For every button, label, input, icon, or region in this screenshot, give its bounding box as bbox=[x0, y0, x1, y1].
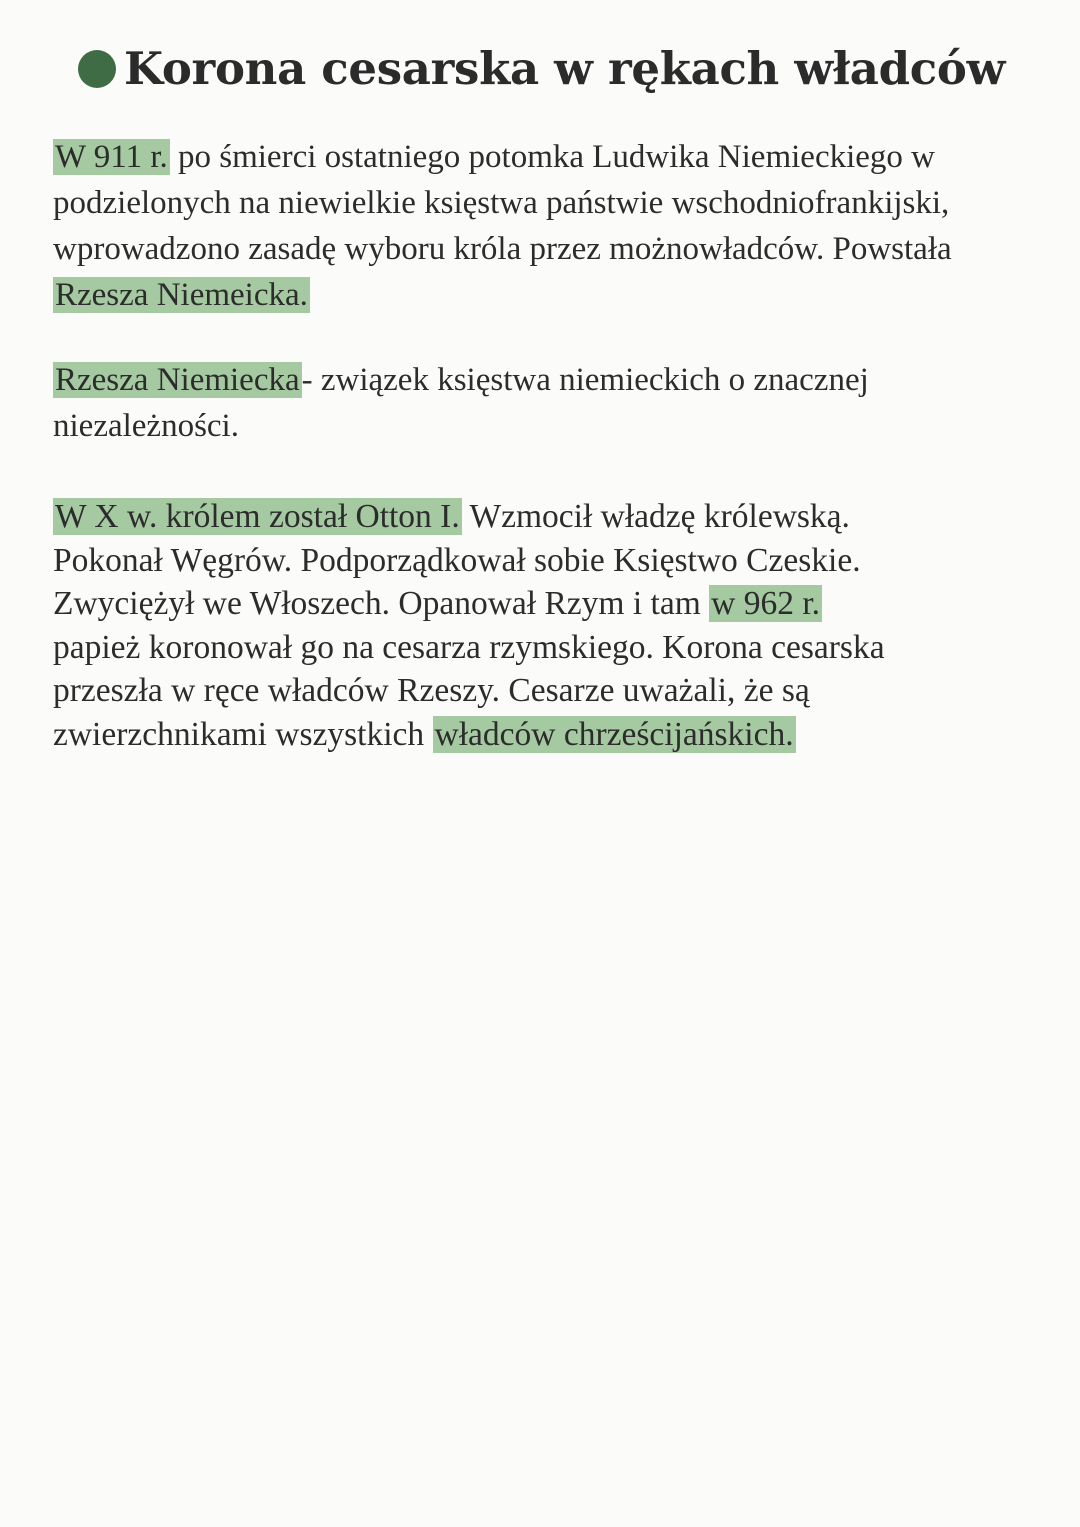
line-text: Pokonał Węgrów. Podporządkował sobie Księstwo Czeskie. bbox=[53, 541, 861, 579]
paragraph-1-line-3 bbox=[53, 226, 952, 272]
page-title bbox=[78, 42, 1058, 95]
highlighted-text: Rzesza Niemiecka bbox=[55, 362, 300, 398]
paragraph-2-line-2 bbox=[53, 403, 869, 449]
paragraph-3-line-4 bbox=[53, 626, 885, 670]
paragraph-3-line-1 bbox=[53, 495, 885, 539]
paragraph-3-line-3 bbox=[53, 582, 885, 626]
line-text: Zwyciężył we Włoszech. Opanował Rzym i tam bbox=[53, 585, 710, 622]
line-text: przeszła w ręce władców Rzeszy. Cesarze uważali, że są bbox=[53, 672, 810, 709]
highlighted-text: W X w. królem został Otton I. bbox=[55, 498, 460, 535]
paragraph-1 bbox=[53, 134, 952, 318]
highlighted-text: W 911 r. bbox=[55, 139, 168, 175]
line-text: niezależności. bbox=[53, 408, 239, 444]
paragraph-3-line-6 bbox=[53, 713, 885, 757]
paragraph-1-line-2 bbox=[53, 180, 952, 226]
line-text: Wzmocił władzę królewską. bbox=[461, 498, 850, 535]
page-title-text: Korona cesarska w rękach władców bbox=[124, 42, 1006, 95]
paragraph-1-line-4 bbox=[53, 272, 952, 318]
paragraph-3-line-5 bbox=[53, 669, 885, 713]
paragraph-1-line-1 bbox=[53, 134, 952, 180]
filled-circle-bullet-icon bbox=[78, 50, 116, 88]
paragraph-2 bbox=[53, 357, 869, 449]
paragraph-3 bbox=[53, 495, 885, 756]
line-text: wprowadzono zasadę wyboru króla przez możnowładców. Powstała bbox=[53, 231, 952, 267]
line-text: - związek księstwa niemieckich o znacznej bbox=[301, 362, 869, 398]
line-text: podzielonych na niewielkie księstwa państwie wschodniofrankijski, bbox=[53, 185, 950, 221]
paragraph-2-line-1 bbox=[53, 357, 869, 403]
highlighted-text: władców chrześcijańskich. bbox=[434, 715, 794, 753]
line-text: papież koronował go na cesarza rzymskiego. Korona cesarska bbox=[53, 628, 885, 666]
line-text: zwierzchnikami wszystkich bbox=[53, 715, 433, 753]
highlighted-text: w 962 r. bbox=[711, 585, 821, 622]
highlighted-text: Rzesza Niemeicka. bbox=[55, 277, 308, 313]
paragraph-3-line-2 bbox=[53, 539, 885, 583]
line-text: po śmierci ostatniego potomka Ludwika Niemieckiego w bbox=[169, 139, 935, 175]
